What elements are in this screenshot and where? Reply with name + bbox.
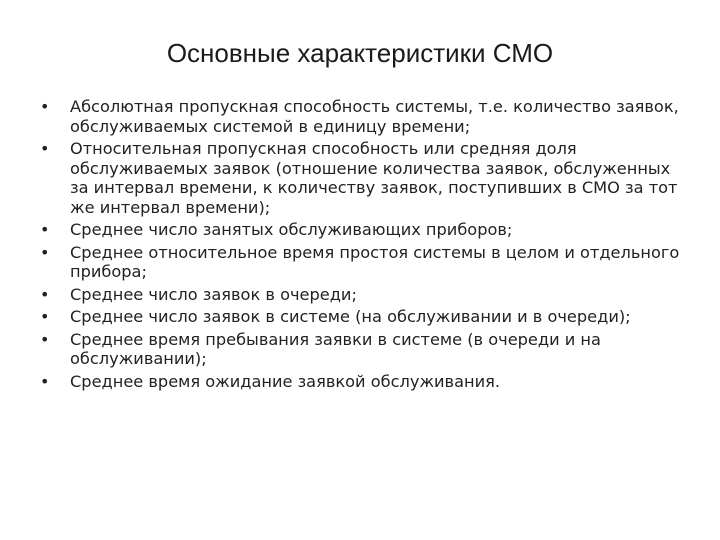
list-item [38, 285, 688, 305]
bullet-icon: • [40, 329, 50, 349]
list-item-text: Среднее время пребывания заявки в системе (в очереди и на обслуживании); [70, 329, 601, 368]
list-item [38, 372, 688, 392]
list-item-text: Среднее число заявок в очереди; [70, 284, 357, 304]
bullet-icon: • [40, 284, 50, 304]
list-item-text: Относительная пропускная способность или средняя доля обслуживаемых заявок (отношение количества заявок, обслуженных за интервал времени, к количеству заявок, поступивших в СМО за тот же интервал времени); [70, 139, 678, 217]
list-item [38, 97, 688, 136]
bullet-icon: • [40, 307, 50, 326]
bullet-icon: • [40, 371, 50, 391]
bullet-icon: • [40, 139, 50, 158]
bullet-icon: • [40, 220, 50, 239]
list-item [38, 330, 688, 369]
list-item-text: Среднее число заявок в системе (на обслуживании и в очереди); [70, 307, 631, 326]
list-item [38, 307, 688, 327]
list-item-text: Среднее время ожидание заявкой обслуживания. [70, 371, 500, 391]
list-item [38, 243, 688, 282]
list-item-text: Среднее число занятых обслуживающих приборов; [70, 220, 513, 239]
list-item-text: Абсолютная пропускная способность системы, т.е. количество заявок, обслуживаемых системой в единицу времени; [70, 97, 679, 136]
bullet-icon: • [40, 97, 50, 116]
slide-title: Основные характеристики СМО [166, 38, 554, 68]
list-item [38, 139, 688, 217]
list-item-text: Среднее относительное время простоя системы в целом и отдельного прибора; [70, 242, 680, 281]
list-item [38, 220, 688, 240]
bullet-icon: • [40, 242, 50, 262]
characteristics-list [38, 97, 688, 394]
